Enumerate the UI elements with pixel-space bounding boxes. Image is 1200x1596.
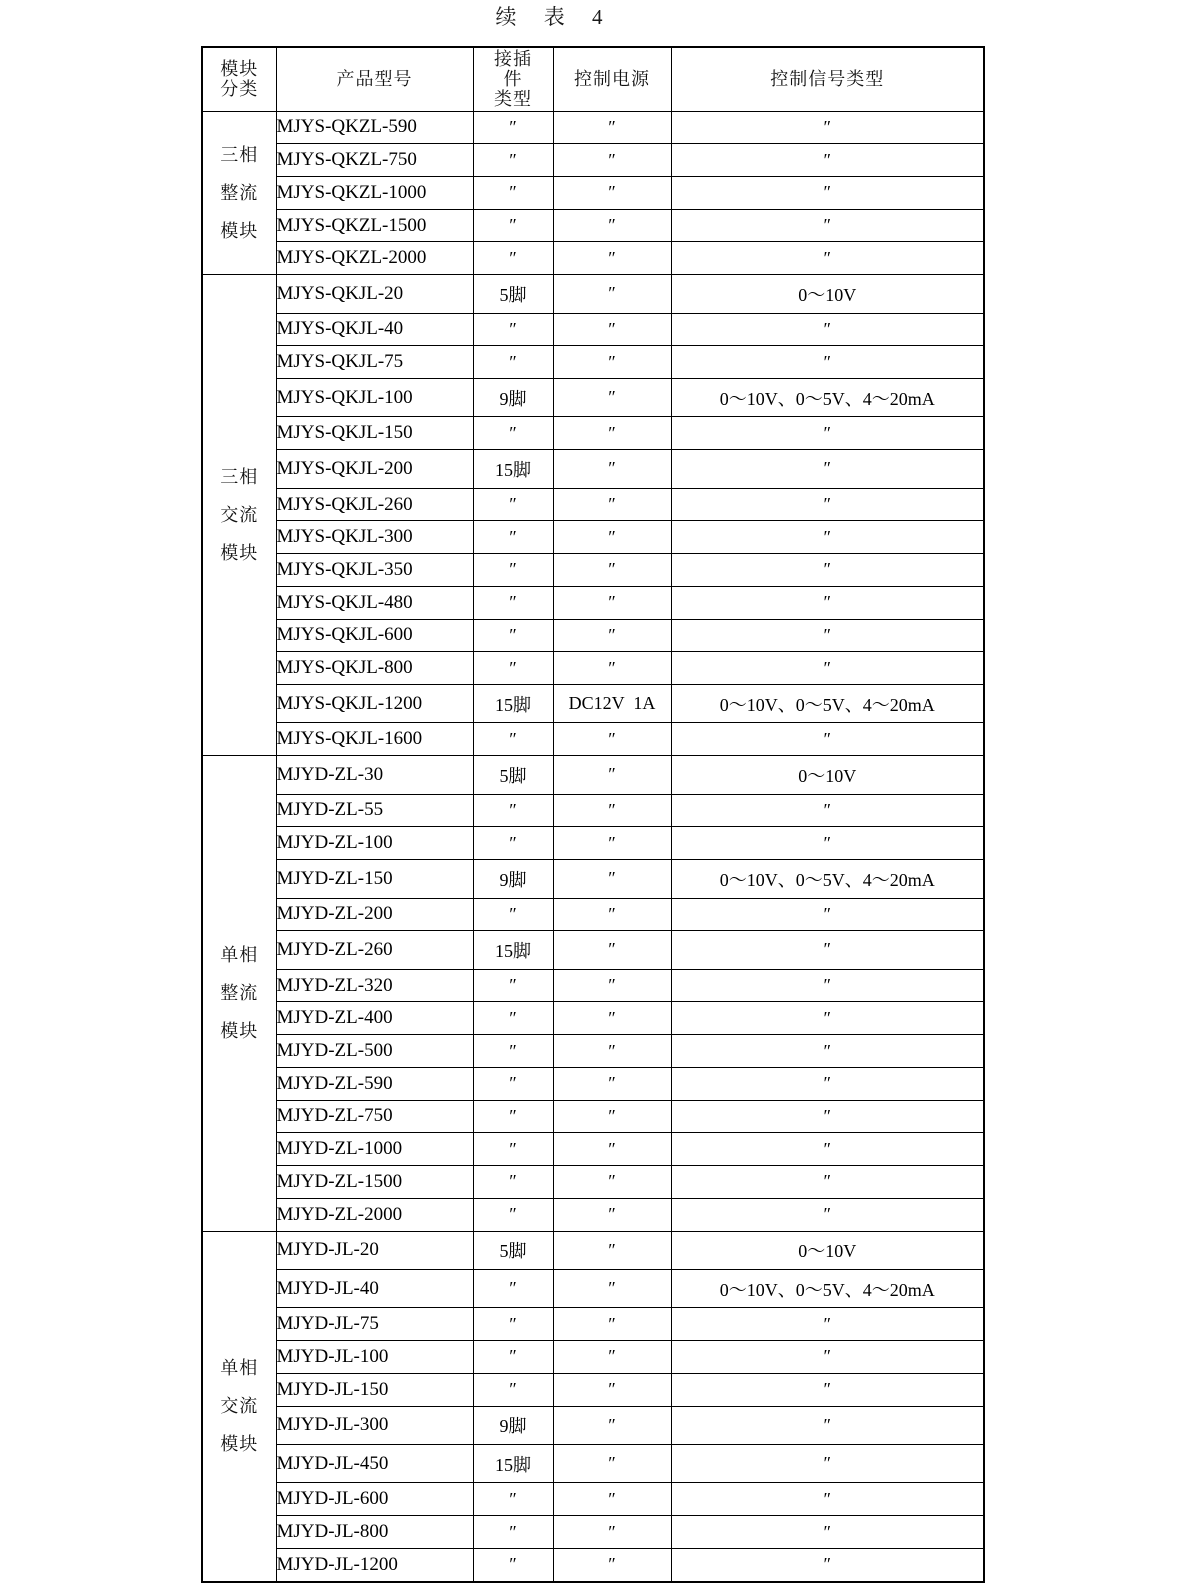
cell-product-model: MJYD-JL-450 [276, 1445, 473, 1483]
cell-control-signal: 0～10V、0～5V、4～20mA [671, 379, 984, 417]
table-row [202, 1406, 984, 1444]
table-row [202, 1373, 984, 1406]
cell-control-signal: ″ [671, 586, 984, 619]
cell-product-model: MJYS-QKZL-590 [276, 111, 473, 144]
cell-control-signal: ″ [671, 652, 984, 685]
cell-control-signal: ″ [671, 554, 984, 587]
cell-control-signal: ″ [671, 144, 984, 177]
cell-control-power: ″ [553, 417, 671, 450]
cell-connector-type: ″ [473, 1483, 553, 1516]
cell-control-signal: ″ [671, 1133, 984, 1166]
cell-product-model: MJYS-QKJL-800 [276, 652, 473, 685]
cell-control-power: ″ [553, 1406, 671, 1444]
table-row [202, 242, 984, 275]
cell-product-model: MJYS-QKJL-480 [276, 586, 473, 619]
table-row [202, 144, 984, 177]
cell-connector-type: ″ [473, 176, 553, 209]
cell-product-model: MJYS-QKJL-1600 [276, 723, 473, 756]
cell-product-model: MJYD-JL-40 [276, 1269, 473, 1307]
cell-connector-type: ″ [473, 1166, 553, 1199]
cell-connector-type: ″ [473, 1516, 553, 1549]
cell-control-power: ″ [553, 1341, 671, 1374]
table-row [202, 1445, 984, 1483]
cell-control-power: ″ [553, 111, 671, 144]
cell-control-power: ″ [553, 1035, 671, 1068]
cell-connector-type: 9脚 [473, 1406, 553, 1444]
cell-control-power: ″ [553, 1445, 671, 1483]
cell-connector-type: ″ [473, 313, 553, 346]
cell-control-signal: ″ [671, 931, 984, 969]
table-row [202, 1341, 984, 1374]
cell-product-model: MJYS-QKJL-200 [276, 450, 473, 488]
cell-control-power: ″ [553, 756, 671, 794]
col-header-control-power: 控制电源 [553, 47, 671, 111]
cell-product-model: MJYS-QKJL-1200 [276, 685, 473, 723]
cell-connector-type: 9脚 [473, 379, 553, 417]
table-row [202, 1231, 984, 1269]
cell-product-model: MJYD-ZL-30 [276, 756, 473, 794]
cell-control-power: ″ [553, 176, 671, 209]
cell-product-model: MJYD-ZL-500 [276, 1035, 473, 1068]
cell-control-signal: ″ [671, 1100, 984, 1133]
table-row [202, 1269, 984, 1307]
cell-control-power: ″ [553, 488, 671, 521]
cell-product-model: MJYD-JL-600 [276, 1483, 473, 1516]
cell-connector-type: 15脚 [473, 1445, 553, 1483]
cell-control-signal: ″ [671, 1548, 984, 1582]
cell-control-signal: ″ [671, 1308, 984, 1341]
cell-connector-type: ″ [473, 969, 553, 1002]
cell-control-signal: ″ [671, 521, 984, 554]
table-row [202, 1133, 984, 1166]
table-row [202, 969, 984, 1002]
table-row [202, 488, 984, 521]
cell-control-power: ″ [553, 1002, 671, 1035]
cell-connector-type: ″ [473, 209, 553, 242]
cell-control-power: ″ [553, 652, 671, 685]
cell-connector-type: 15脚 [473, 931, 553, 969]
cell-product-model: MJYD-JL-800 [276, 1516, 473, 1549]
cell-control-signal: ″ [671, 209, 984, 242]
cell-control-power: ″ [553, 1516, 671, 1549]
col-header-module-class: 模块 分类 [202, 47, 276, 111]
cell-control-signal: ″ [671, 1445, 984, 1483]
cell-product-model: MJYD-JL-100 [276, 1341, 473, 1374]
cell-connector-type: ″ [473, 586, 553, 619]
cell-connector-type: 5脚 [473, 756, 553, 794]
cell-control-power: ″ [553, 554, 671, 587]
table-row [202, 1067, 984, 1100]
table-row [202, 685, 984, 723]
table-row [202, 554, 984, 587]
cell-control-signal: 0～10V [671, 756, 984, 794]
cell-control-power: ″ [553, 379, 671, 417]
cell-control-signal: ″ [671, 242, 984, 275]
cell-control-signal: ″ [671, 1516, 984, 1549]
cell-connector-type: ″ [473, 1100, 553, 1133]
cell-control-signal: ″ [671, 619, 984, 652]
cell-control-power: ″ [553, 275, 671, 313]
table-row [202, 1198, 984, 1231]
page-title: 续 表 4 [495, 5, 605, 29]
cell-control-signal: ″ [671, 450, 984, 488]
cell-connector-type: ″ [473, 1067, 553, 1100]
cell-control-signal: ″ [671, 1035, 984, 1068]
table-row [202, 860, 984, 898]
cell-control-signal: 0～10V、0～5V、4～20mA [671, 1269, 984, 1307]
cell-connector-type: ″ [473, 554, 553, 587]
table-row [202, 176, 984, 209]
cell-product-model: MJYD-JL-300 [276, 1406, 473, 1444]
cell-control-signal: ″ [671, 346, 984, 379]
cell-product-model: MJYS-QKJL-260 [276, 488, 473, 521]
cell-connector-type: ″ [473, 346, 553, 379]
cell-control-power: ″ [553, 586, 671, 619]
table-row [202, 1100, 984, 1133]
cell-control-signal: ″ [671, 1373, 984, 1406]
cell-product-model: MJYD-ZL-260 [276, 931, 473, 969]
cell-control-signal: ″ [671, 827, 984, 860]
table-row [202, 1002, 984, 1035]
cell-control-signal: ″ [671, 723, 984, 756]
cell-control-signal: ″ [671, 1002, 984, 1035]
table-row [202, 619, 984, 652]
cell-connector-type: ″ [473, 1269, 553, 1307]
cell-connector-type: ″ [473, 521, 553, 554]
table-row [202, 1308, 984, 1341]
cell-product-model: MJYS-QKJL-100 [276, 379, 473, 417]
cell-control-signal: ″ [671, 1067, 984, 1100]
table-row [202, 756, 984, 794]
cell-control-power: ″ [553, 860, 671, 898]
col-header-connector-type: 接插 件 类型 [473, 47, 553, 111]
cell-product-model: MJYS-QKJL-75 [276, 346, 473, 379]
cell-control-power: ″ [553, 969, 671, 1002]
cell-control-power: ″ [553, 1067, 671, 1100]
cell-control-signal: 0～10V、0～5V、4～20mA [671, 860, 984, 898]
cell-control-power: ″ [553, 1269, 671, 1307]
cell-control-power: ″ [553, 450, 671, 488]
cell-control-signal: 0～10V、0～5V、4～20mA [671, 685, 984, 723]
table-row [202, 450, 984, 488]
table-row [202, 931, 984, 969]
table-row [202, 379, 984, 417]
section-label-4: 单相 交流 模块 [202, 1231, 276, 1582]
cell-product-model: MJYS-QKZL-2000 [276, 242, 473, 275]
cell-control-signal: ″ [671, 313, 984, 346]
table-row [202, 111, 984, 144]
cell-control-power: ″ [553, 723, 671, 756]
cell-connector-type: 9脚 [473, 860, 553, 898]
table-header-row [202, 47, 984, 111]
cell-product-model: MJYS-QKJL-20 [276, 275, 473, 313]
cell-control-signal: ″ [671, 111, 984, 144]
cell-connector-type: ″ [473, 898, 553, 931]
product-spec-table [201, 46, 985, 1583]
cell-connector-type: ″ [473, 1035, 553, 1068]
cell-connector-type: ″ [473, 1548, 553, 1582]
table-row [202, 586, 984, 619]
cell-control-power: ″ [553, 1231, 671, 1269]
table-row [202, 209, 984, 242]
cell-control-signal: ″ [671, 1166, 984, 1199]
cell-product-model: MJYS-QKZL-750 [276, 144, 473, 177]
cell-control-power: ″ [553, 313, 671, 346]
cell-connector-type: 5脚 [473, 275, 553, 313]
cell-connector-type: ″ [473, 1341, 553, 1374]
cell-control-power: ″ [553, 346, 671, 379]
cell-product-model: MJYD-ZL-55 [276, 794, 473, 827]
cell-product-model: MJYS-QKZL-1000 [276, 176, 473, 209]
table-row [202, 346, 984, 379]
cell-control-power: ″ [553, 1483, 671, 1516]
cell-product-model: MJYD-JL-150 [276, 1373, 473, 1406]
cell-control-power: ″ [553, 1100, 671, 1133]
cell-control-power: ″ [553, 1308, 671, 1341]
section-label-1: 三相 整流 模块 [202, 111, 276, 275]
cell-product-model: MJYD-ZL-1000 [276, 1133, 473, 1166]
cell-control-signal: 0～10V [671, 1231, 984, 1269]
cell-control-power: ″ [553, 521, 671, 554]
cell-control-power: ″ [553, 619, 671, 652]
cell-connector-type: ″ [473, 488, 553, 521]
cell-control-signal: ″ [671, 794, 984, 827]
cell-product-model: MJYD-ZL-400 [276, 1002, 473, 1035]
table-row [202, 1166, 984, 1199]
cell-control-power: ″ [553, 144, 671, 177]
cell-product-model: MJYD-JL-75 [276, 1308, 473, 1341]
cell-control-signal: ″ [671, 898, 984, 931]
cell-connector-type: ″ [473, 242, 553, 275]
cell-connector-type: ″ [473, 144, 553, 177]
cell-product-model: MJYD-ZL-750 [276, 1100, 473, 1133]
cell-control-power: ″ [553, 898, 671, 931]
table-row [202, 652, 984, 685]
table-row [202, 313, 984, 346]
cell-product-model: MJYS-QKJL-150 [276, 417, 473, 450]
cell-product-model: MJYD-ZL-320 [276, 969, 473, 1002]
cell-product-model: MJYD-ZL-200 [276, 898, 473, 931]
section-label-3: 单相 整流 模块 [202, 756, 276, 1231]
cell-control-signal: ″ [671, 1198, 984, 1231]
section-label-2: 三相 交流 模块 [202, 275, 276, 756]
cell-control-power: ″ [553, 1198, 671, 1231]
cell-connector-type: ″ [473, 1133, 553, 1166]
cell-control-signal: ″ [671, 417, 984, 450]
table-row [202, 794, 984, 827]
table-row [202, 723, 984, 756]
table-row [202, 521, 984, 554]
cell-product-model: MJYS-QKJL-600 [276, 619, 473, 652]
cell-connector-type: ″ [473, 1308, 553, 1341]
cell-product-model: MJYD-JL-20 [276, 1231, 473, 1269]
cell-control-signal: ″ [671, 1341, 984, 1374]
table-row [202, 1548, 984, 1582]
cell-control-power: ″ [553, 794, 671, 827]
cell-product-model: MJYS-QKJL-300 [276, 521, 473, 554]
cell-product-model: MJYD-JL-1200 [276, 1548, 473, 1582]
cell-control-power: ″ [553, 1166, 671, 1199]
table-row [202, 417, 984, 450]
cell-control-power: DC12V 1A [553, 685, 671, 723]
cell-product-model: MJYD-ZL-2000 [276, 1198, 473, 1231]
cell-product-model: MJYD-ZL-150 [276, 860, 473, 898]
cell-connector-type: ″ [473, 111, 553, 144]
cell-connector-type: ″ [473, 1002, 553, 1035]
table-row [202, 898, 984, 931]
cell-control-signal: 0～10V [671, 275, 984, 313]
table-row [202, 1516, 984, 1549]
table-row [202, 827, 984, 860]
table-row [202, 1035, 984, 1068]
cell-control-power: ″ [553, 827, 671, 860]
cell-connector-type: ″ [473, 1373, 553, 1406]
cell-product-model: MJYS-QKZL-1500 [276, 209, 473, 242]
cell-control-power: ″ [553, 1373, 671, 1406]
cell-control-power: ″ [553, 209, 671, 242]
col-header-product-model: 产品型号 [276, 47, 473, 111]
table-row [202, 1483, 984, 1516]
cell-connector-type: 15脚 [473, 685, 553, 723]
cell-control-power: ″ [553, 1548, 671, 1582]
cell-control-signal: ″ [671, 969, 984, 1002]
cell-connector-type: 5脚 [473, 1231, 553, 1269]
cell-control-signal: ″ [671, 1406, 984, 1444]
cell-control-signal: ″ [671, 1483, 984, 1516]
cell-product-model: MJYD-ZL-590 [276, 1067, 473, 1100]
cell-control-signal: ″ [671, 488, 984, 521]
cell-connector-type: 15脚 [473, 450, 553, 488]
cell-control-power: ″ [553, 242, 671, 275]
cell-connector-type: ″ [473, 652, 553, 685]
table-row [202, 275, 984, 313]
cell-connector-type: ″ [473, 619, 553, 652]
cell-control-power: ″ [553, 931, 671, 969]
cell-connector-type: ″ [473, 723, 553, 756]
cell-product-model: MJYD-ZL-1500 [276, 1166, 473, 1199]
cell-product-model: MJYS-QKJL-40 [276, 313, 473, 346]
cell-control-power: ″ [553, 1133, 671, 1166]
col-header-control-signal-type: 控制信号类型 [671, 47, 984, 111]
cell-product-model: MJYD-ZL-100 [276, 827, 473, 860]
cell-connector-type: ″ [473, 794, 553, 827]
cell-connector-type: ″ [473, 417, 553, 450]
cell-connector-type: ″ [473, 827, 553, 860]
cell-product-model: MJYS-QKJL-350 [276, 554, 473, 587]
cell-control-signal: ″ [671, 176, 984, 209]
cell-connector-type: ″ [473, 1198, 553, 1231]
